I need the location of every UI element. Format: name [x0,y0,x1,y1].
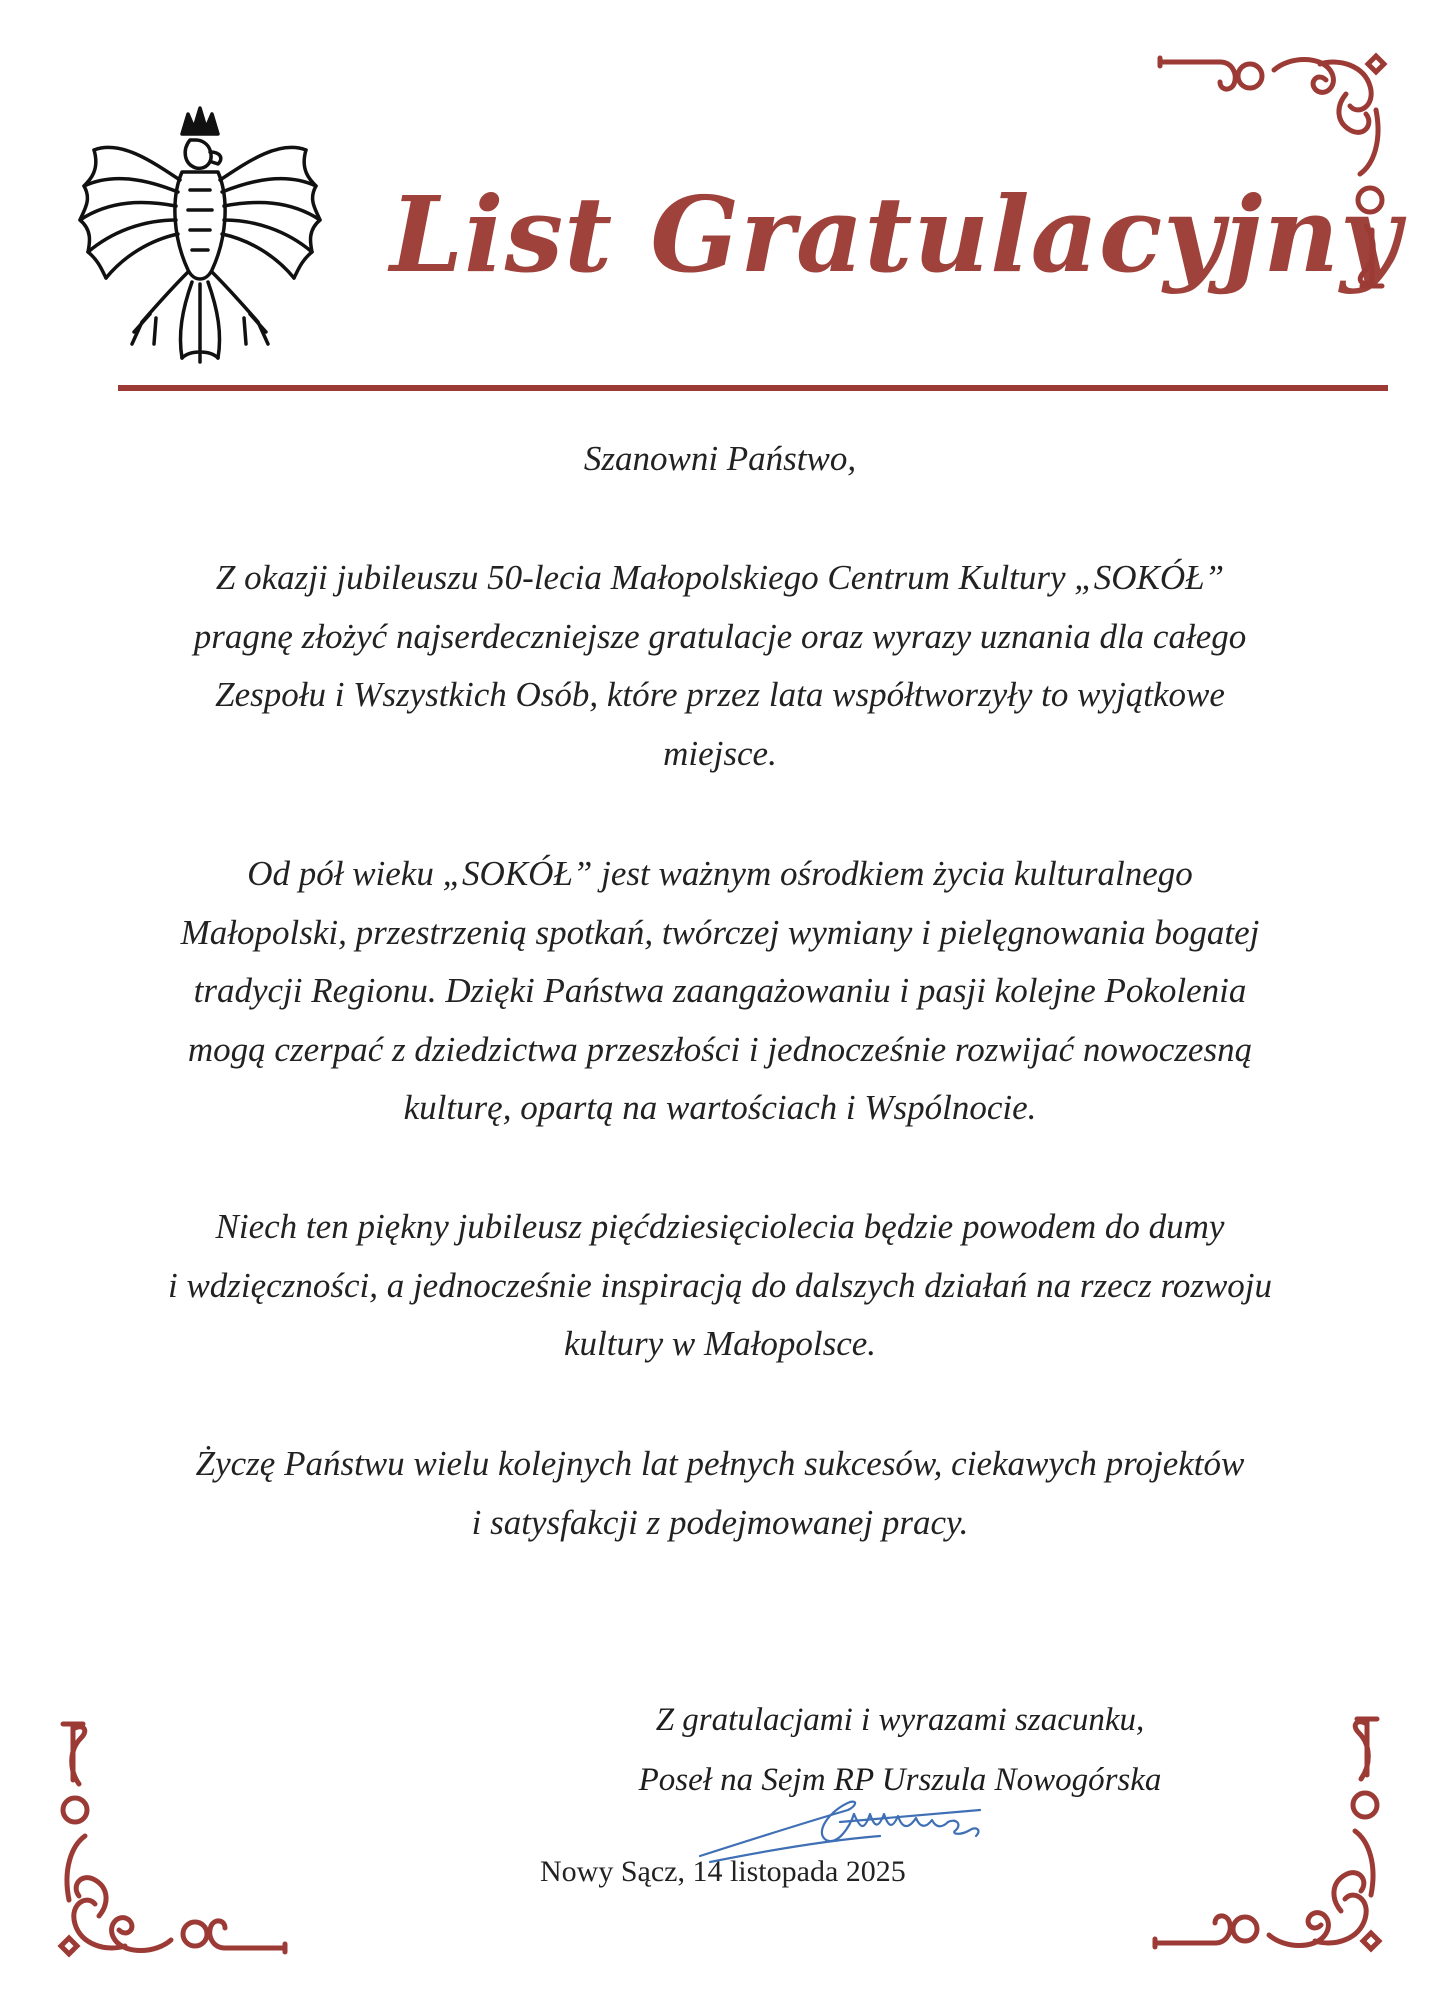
salutation: Szanowni Państwo, [583,439,857,478]
closing-line: Z gratulacjami i wyrazami szacunku, [655,1702,1145,1738]
paragraph-2 [110,845,1330,1138]
paragraph-line: Małopolski, przestrzenią spotkań, twórczej wymiany i pielęgnowania bogatej [180,912,1260,952]
paragraph-line: kultury w Małopolsce. [563,1324,877,1363]
paragraph-line: Życzę Państwu wielu kolejnych lat pełnych sukcesów, ciekawych projektów [195,1444,1245,1483]
paragraph-line: tradycji Regionu. Dzięki Państwa zaangażowaniu i pasji kolejne Pokolenia [193,971,1247,1010]
paragraph-1 [110,549,1330,783]
letter-title: List Gratulacyjny [390,173,1402,296]
corner-ornament-icon [55,1720,295,1960]
polish-eagle-icon [70,100,330,370]
paragraph-line: pragnę złożyć najserdeczniejsze gratulacje oraz wyrazy uznania dla całego [193,616,1247,656]
paragraph-line: i wdzięczności, a jednocześnie inspiracją do dalszych działań na rzecz rozwoju [167,1265,1273,1305]
paragraph-line: miejsce. [663,733,777,773]
paragraph-line: Od pół wieku „SOKÓŁ” jest ważnym ośrodkiem życia kulturalnego [247,854,1193,893]
paragraph-line: Niech ten piękny jubileusz pięćdziesięciolecia będzie powodem do dumy [215,1207,1225,1246]
paragraph-line: Zespołu i Wszystkich Osób, które przez lata współtworzyły to wyjątkowe [215,675,1225,714]
paragraph-line: mogą czerpać z dziedzictwa przeszłości i jednocześnie rozwijać nowoczesną [187,1029,1253,1069]
corner-ornament-icon [1150,50,1390,290]
place-date: Nowy Sącz, 14 listopada 2025 [540,1855,906,1888]
paragraph-4 [110,1435,1330,1552]
paragraph-line: Z okazji jubileuszu 50-lecia Małopolskiego Centrum Kultury „SOKÓŁ” [215,558,1225,597]
paragraph-line: i satysfakcji z podejmowanej pracy. [471,1502,969,1542]
signer-line: Poseł na Sejm RP Urszula Nowogórska [638,1762,1162,1798]
paragraph-line: kulturę, opartą na wartościach i Wspólnocie. [403,1088,1037,1127]
title-divider [118,385,1388,391]
paragraph-3 [110,1198,1330,1374]
